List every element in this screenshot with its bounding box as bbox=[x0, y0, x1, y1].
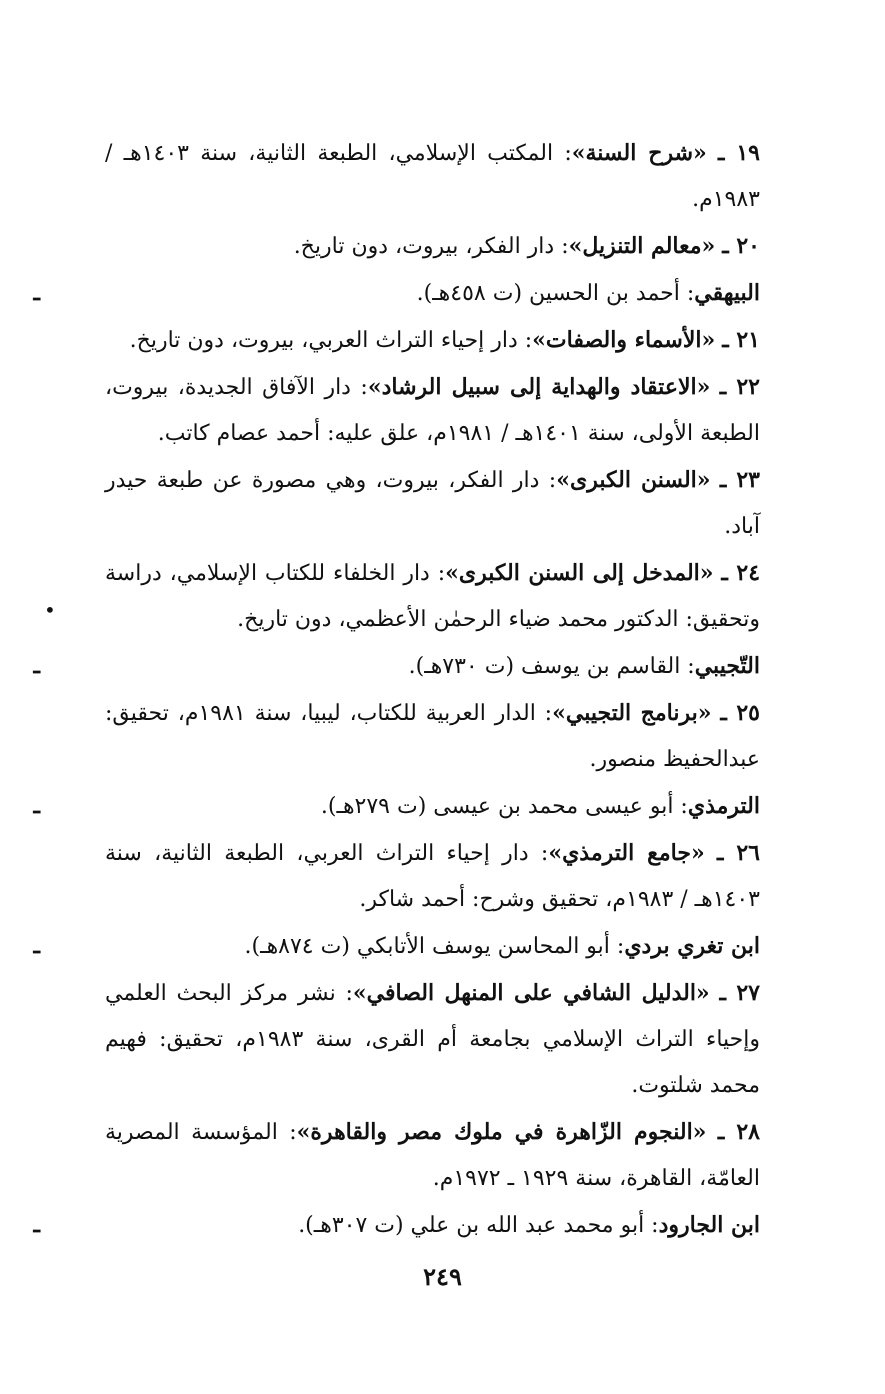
book-title: «السنن الكبرى» bbox=[556, 467, 711, 493]
author-text: : أبو محمد عبد الله بن علي (ت ٣٠٧هـ). bbox=[298, 1213, 659, 1238]
entry-text: : دار إحياء التراث العربي، الطبعة الثانية، سنة ١٤٠٣هـ / ١٩٨٣م، تحقيق وشرح: أحمد شاكر. bbox=[105, 841, 760, 912]
author-dash: ـ bbox=[33, 280, 40, 306]
entry-20 bbox=[105, 223, 760, 270]
author-dash: ـ bbox=[33, 793, 40, 819]
book-title: «المدخل إلى السنن الكبرى» bbox=[445, 560, 714, 586]
entry-text: : المؤسسة المصرية العامّة، القاهرة، سنة ١٩٢٩ ـ ١٩٧٢م. bbox=[105, 1120, 760, 1191]
author-name: البيهقي bbox=[694, 280, 760, 306]
book-title: «الأسماء والصفات» bbox=[532, 327, 716, 353]
entry-number: ٢٨ ـ bbox=[717, 1119, 760, 1145]
author-tirmidhi bbox=[33, 783, 760, 830]
book-title: «برنامج التجيبي» bbox=[552, 700, 712, 726]
entry-number: ٢٣ ـ bbox=[719, 467, 760, 493]
author-text: : القاسم بن يوسف (ت ٧٣٠هـ). bbox=[408, 654, 695, 679]
entry-number: ٢١ ـ bbox=[722, 327, 760, 353]
entry-19 bbox=[105, 130, 760, 223]
entry-number: ٢٢ ـ bbox=[719, 374, 760, 400]
book-title: «الدليل الشافي على المنهل الصافي» bbox=[352, 980, 710, 1006]
entry-25 bbox=[105, 690, 760, 783]
author-dash: ـ bbox=[33, 1212, 40, 1238]
entry-27 bbox=[105, 970, 760, 1109]
entry-number: ٢٧ ـ bbox=[719, 980, 760, 1006]
entry-26 bbox=[105, 830, 760, 923]
book-title: «شرح السنة» bbox=[571, 140, 707, 166]
entry-number: ٢٦ ـ bbox=[716, 840, 760, 866]
entry-24 bbox=[105, 550, 760, 643]
entry-number: ٢٠ ـ bbox=[722, 233, 760, 259]
author-text: : أبو عيسى محمد بن عيسى (ت ٢٧٩هـ). bbox=[320, 794, 688, 819]
author-bayhaqi bbox=[33, 270, 760, 317]
page-number: ٢٤٩ bbox=[423, 1262, 462, 1291]
book-title: «معالم التنزيل» bbox=[568, 233, 716, 259]
author-name: ابن تغري بردي bbox=[624, 933, 760, 959]
entry-22 bbox=[105, 364, 760, 457]
author-dash: ـ bbox=[33, 653, 40, 679]
entry-text: : دار الفكر، بيروت، دون تاريخ. bbox=[293, 234, 569, 259]
author-ibn-taghri-birdi bbox=[33, 923, 760, 970]
entry-text: : نشر مركز البحث العلمي وإحياء التراث الإسلامي بجامعة أم القرى، سنة ١٩٨٣م، تحقيق: فهيم محمد شلتوت. bbox=[105, 981, 760, 1098]
entry-28 bbox=[105, 1109, 760, 1202]
author-dash: ـ bbox=[33, 933, 40, 959]
entry-number: ٢٤ ـ bbox=[721, 560, 761, 586]
book-title: «الاعتقاد والهداية إلى سبيل الرشاد» bbox=[367, 374, 711, 400]
author-tujibi bbox=[33, 643, 760, 690]
entry-text: : دار الآفاق الجديدة، بيروت، الطبعة الأولى، سنة ١٤٠١هـ / ١٩٨١م، علق عليه: أحمد عصام كاتب. bbox=[105, 375, 760, 446]
entry-text: : دار الفكر، بيروت، وهي مصورة عن طبعة حيدر آباد. bbox=[105, 468, 760, 539]
entry-number: ٢٥ ـ bbox=[720, 700, 760, 726]
bibliography-page bbox=[33, 130, 761, 1249]
entry-text: : المكتب الإسلامي، الطبعة الثانية، سنة ١٤٠٣هـ / ١٩٨٣م. bbox=[105, 141, 760, 212]
entry-text: : دار الخلفاء للكتاب الإسلامي، دراسة وتحقيق: الدكتور محمد ضياء الرحمٰن الأعظمي، دون تاريخ. bbox=[105, 561, 760, 632]
entry-text: : دار إحياء التراث العربي، بيروت، دون تاريخ. bbox=[129, 328, 533, 353]
author-name: الترمذي bbox=[687, 793, 760, 819]
entry-number: ١٩ ـ bbox=[718, 140, 760, 166]
author-ibn-al-jarud bbox=[33, 1202, 760, 1249]
entry-text: : الدار العربية للكتاب، ليبيا، سنة ١٩٨١م، تحقيق: عبدالحفيظ منصور. bbox=[105, 701, 760, 772]
entry-21 bbox=[105, 317, 760, 364]
stray-dot-mark: • bbox=[44, 598, 56, 622]
author-text: : أبو المحاسن يوسف الأتابكي (ت ٨٧٤هـ). bbox=[244, 934, 625, 959]
author-name: ابن الجارود bbox=[658, 1212, 760, 1238]
author-text: : أحمد بن الحسين (ت ٤٥٨هـ). bbox=[416, 281, 695, 306]
entry-23 bbox=[105, 457, 760, 550]
book-title: «النجوم الزّاهرة في ملوك مصر والقاهرة» bbox=[296, 1119, 707, 1145]
book-title: «جامع الترمذي» bbox=[548, 840, 705, 866]
author-name: التّجيبي bbox=[694, 653, 760, 679]
